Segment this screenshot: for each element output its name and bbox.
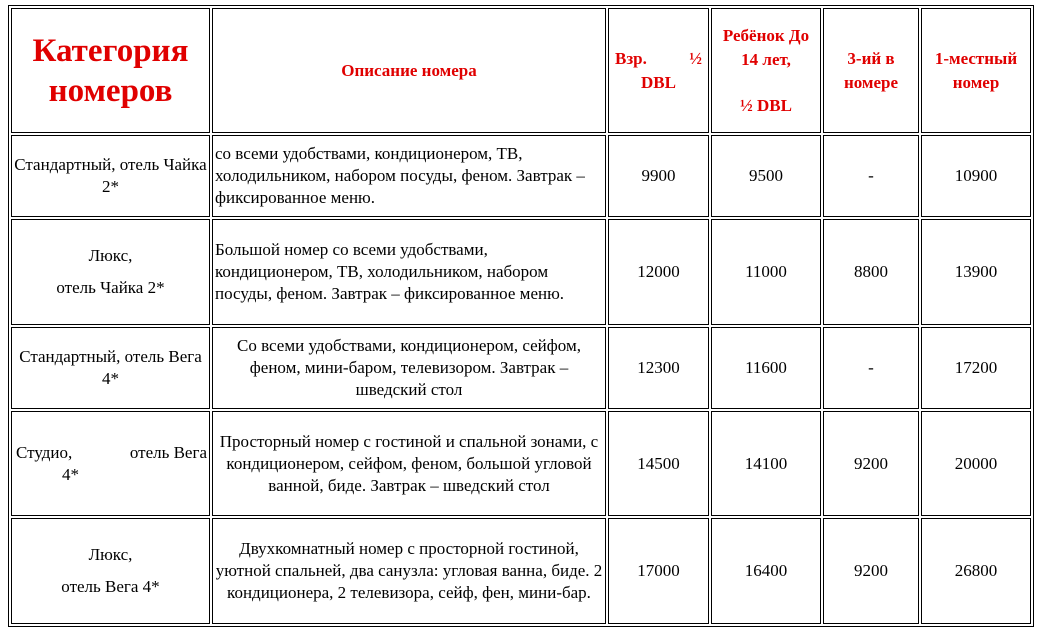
table-row <box>11 411 1031 517</box>
room-category-line1: Люкс, <box>88 545 133 565</box>
price-third: 9200 <box>823 411 919 517</box>
price-single: 10900 <box>921 135 1031 217</box>
header-child-half-dbl <box>711 8 821 133</box>
price-child: 9500 <box>711 135 821 217</box>
room-category-line1: Люкс, <box>88 245 133 265</box>
room-category <box>11 219 210 325</box>
room-description: Просторный номер с гостиной и спальной зонами, с кондиционером, сейфом, феном, большой угловой ванной, биде. Завтрак – шведский стол <box>212 411 606 517</box>
price-child: 16400 <box>711 518 821 624</box>
room-description: Со всеми удобствами, кондиционером, сейфом, феном, мини-баром, телевизором. Завтрак – шведский стол <box>212 327 606 409</box>
room-category-part1: Студио, <box>16 442 73 462</box>
price-third: - <box>823 327 919 409</box>
price-third: 8800 <box>823 219 919 325</box>
header-single-room: 1-местный номер <box>921 8 1031 133</box>
room-description: со всеми удобствами, кондиционером, ТВ, холодильником, набором посуды, феном. Завтрак – фиксированное меню. <box>212 135 606 217</box>
header-adult-half: ½ <box>689 48 702 68</box>
price-child: 14100 <box>711 411 821 517</box>
header-row <box>11 8 1031 133</box>
header-child-label: Ребёнок До 14 лет, <box>722 25 810 69</box>
table-row <box>11 135 1031 217</box>
room-price-table <box>8 5 1034 627</box>
price-adult: 12300 <box>608 327 709 409</box>
table-row <box>11 219 1031 325</box>
header-adult-label: Взр. <box>615 48 647 68</box>
table-row <box>11 327 1031 409</box>
header-adult-dbl: DBL <box>641 72 676 92</box>
room-category: Стандартный, отель Чайка 2* <box>11 135 210 217</box>
price-adult: 12000 <box>608 219 709 325</box>
price-single: 20000 <box>921 411 1031 517</box>
room-category-part3: 4* <box>62 464 79 484</box>
room-description: Двухкомнатный номер с просторной гостиной, уютной спальней, два санузла: угловая ванна, биде. 2 кондиционера, 2 телевизора, сейф, фен, мини-бар. <box>212 518 606 624</box>
table-row <box>11 518 1031 624</box>
price-adult: 9900 <box>608 135 709 217</box>
price-adult: 17000 <box>608 518 709 624</box>
room-description: Большой номер со всеми удобствами, кондиционером, ТВ, холодильником, набором посуды, феном. Завтрак – фиксированное меню. <box>212 219 606 325</box>
header-category: Категория номеров <box>11 8 210 133</box>
price-single: 17200 <box>921 327 1031 409</box>
room-category: Стандартный, отель Вега 4* <box>11 327 210 409</box>
header-description: Описание номера <box>212 8 606 133</box>
price-single: 13900 <box>921 219 1031 325</box>
price-third: - <box>823 135 919 217</box>
header-adult-half-dbl <box>608 8 709 133</box>
room-category-line2: отель Вега 4* <box>61 577 160 597</box>
room-category <box>11 518 210 624</box>
price-child: 11000 <box>711 219 821 325</box>
header-third-in-room: 3-ий в номере <box>823 8 919 133</box>
header-child-dbl: ½ DBL <box>740 95 792 115</box>
price-adult: 14500 <box>608 411 709 517</box>
room-category <box>11 411 210 517</box>
price-child: 11600 <box>711 327 821 409</box>
room-category-line2: отель Чайка 2* <box>56 277 165 297</box>
price-third: 9200 <box>823 518 919 624</box>
price-single: 26800 <box>921 518 1031 624</box>
room-category-part2: отель Вега <box>129 442 207 462</box>
